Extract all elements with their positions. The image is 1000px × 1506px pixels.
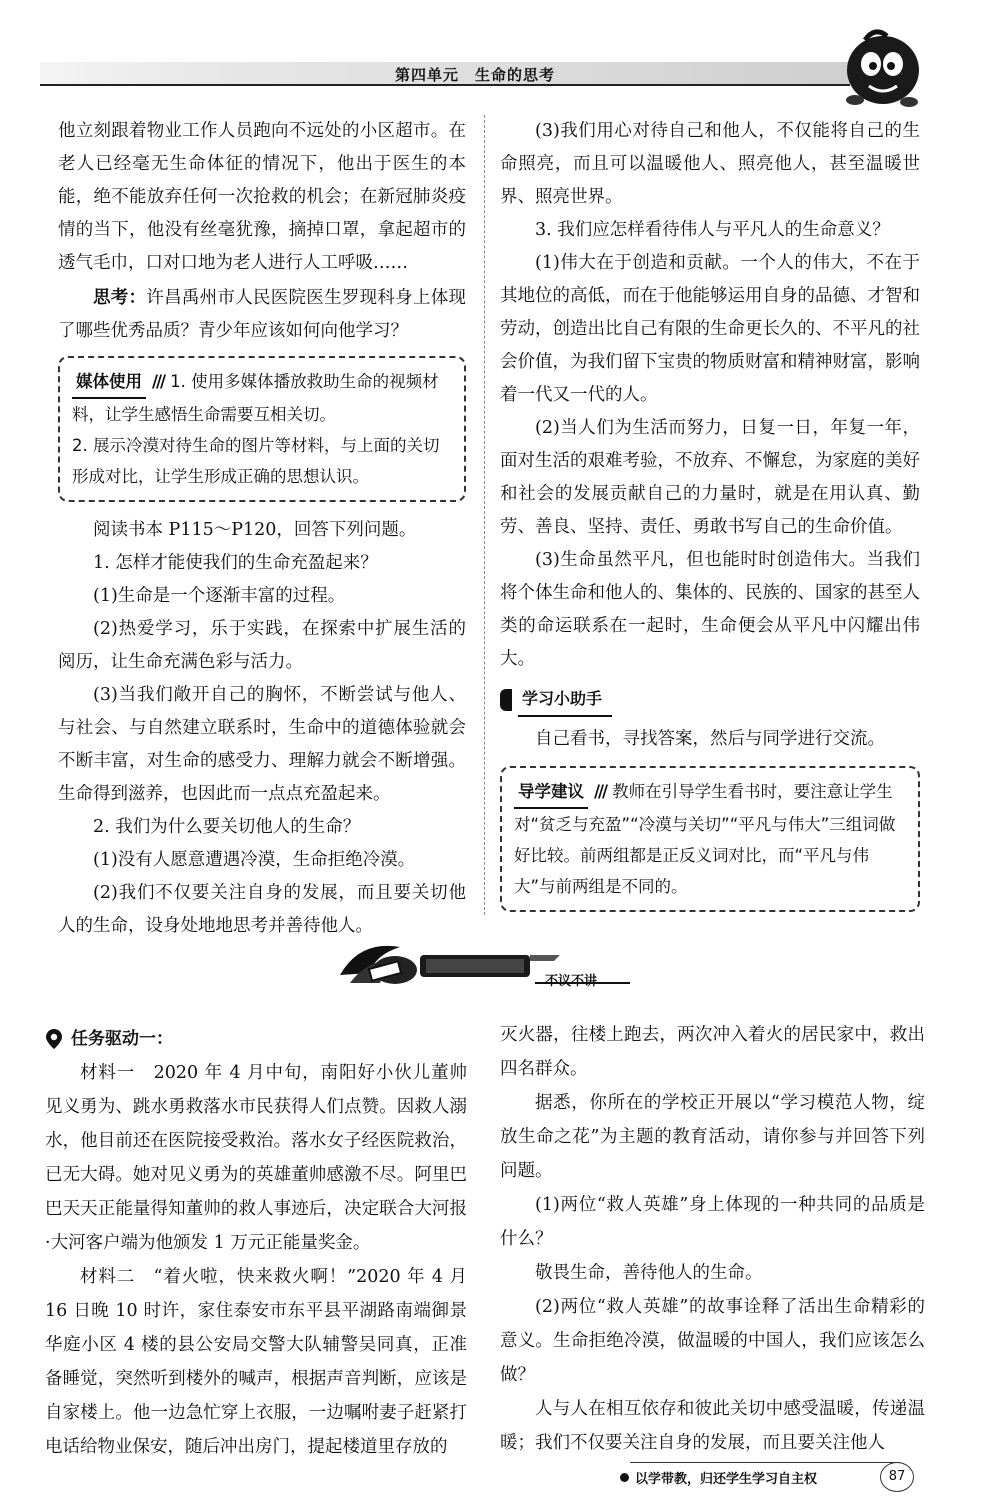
mascot-icon <box>835 20 930 115</box>
activity-intro: 据悉，你所在的学校正开展以“学习模范人物，绽放生命之花”为主题的教育活动，请你参与并回答下列问题。 <box>500 1093 925 1181</box>
think-text: 许昌禹州市人民医院医生罗现科身上体现了哪些优秀品质？青少年应该如何向他学习？ <box>58 288 467 341</box>
bottom-question-1: (1)两位“救人英雄”身上体现的一种共同的品质是什么？ <box>500 1195 925 1249</box>
material-2: 材料二 “着火啦，快来救火啊！”2020 年 4 月 16 日晚 10 时许，家住泰安市东平县平湖路南端御景华庭小区 4 楼的县公安局交警大队辅警吴同真，正准备睡觉，突然听到楼外的喊声，根据声音判断，应该是自家楼上。他一边急忙穿上衣服，一边嘱咐妻子赶紧打电话给物业保安，随后冲出房门，提起楼道里存放的 <box>45 1267 467 1457</box>
media-use-tag: 媒体使用 <box>72 366 146 399</box>
bottom-answer-2: 人与人在相互依存和彼此关切中感受温暖，传递温暖；我们不仅要关注自身的发展，而且要关注他人 <box>500 1399 925 1453</box>
story-paragraph: 他立刻跟着物业工作人员跑向不远处的小区超市。在老人已经毫无生命体征的情况下，他出于医生的本能，绝不能放弃任何一次抢救的机会；在新冠肺炎疫情的当下，他没有丝毫犹豫，摘掉口罩，拿起超市的透气毛巾，口对口地为老人进行人工呼吸…… <box>58 121 466 273</box>
footer-line <box>630 1462 900 1463</box>
page-number: 87 <box>880 1462 914 1492</box>
banner-subtitle: 不议不讲 <box>545 974 598 989</box>
footer-slogan <box>620 1468 817 1487</box>
study-helper-tag <box>500 682 612 717</box>
left-column-top <box>58 115 466 943</box>
left-column-bottom <box>45 1022 467 1464</box>
question-1: 1. 怎样才能使我们的生命充盈起来？ <box>93 553 378 573</box>
unit-title: 第四单元 生命的思考 <box>395 66 556 84</box>
section-banner-icon <box>330 935 660 990</box>
question-3: 3. 我们应怎样看待伟人与平凡人的生命意义？ <box>535 220 890 240</box>
bottom-question-2: (2)两位“救人英雄”的故事诠释了活出生命精彩的意义。生命拒绝冷漠，做温暖的中国人，我们应该怎么做？ <box>500 1297 925 1385</box>
task-heading <box>45 1022 467 1056</box>
guide-suggestion-tag: 导学建议 <box>514 776 588 809</box>
answer-3-1: (1)伟大在于创造和贡献。一个人的伟大，不在于其地位的高低，而在于他能够运用自身的品德、才智和劳动，创造出比自己有限的生命更长久的、不平凡的社会价值，为我们留下宝贵的物质财富和精神财富，影响着一代又一代的人。 <box>500 253 920 405</box>
footer-slogan-text: 以学带教，归还学生学习自主权 <box>635 1472 818 1487</box>
column-divider <box>484 115 485 915</box>
answer-1-2: (2)热爱学习，乐于实践，在探索中扩展生活的阅历，让生命充满色彩与活力。 <box>58 619 466 672</box>
location-pin-icon <box>45 1028 63 1050</box>
answer-1-1: (1)生命是一个逐渐丰富的过程。 <box>93 586 346 606</box>
media-item-2: 2. 展示冷漠对待生命的图片等材料，与上面的关切形成对比，让学生形成正确的思想认识。 <box>72 436 440 486</box>
answer-1-3: (3)当我们敞开自己的胸怀，不断尝试与他人、与社会、与自然建立联系时，生命中的道德体验就会不断丰富，对生命的感受力、理解力就会不断增强。生命得到滋养，也因此而一点点充盈起来。 <box>58 685 466 804</box>
media-item-1: 1. 使用多媒体播放救助生命的视频材料，让学生感悟生命需要互相关切。 <box>72 372 439 424</box>
answer-2-2: (2)我们不仅要关注自身的发展，而且要关切他人的生命，设身处地地思考并善待他人。 <box>58 883 466 936</box>
study-helper-text: 自己看书，寻找答案，然后与同学进行交流。 <box>535 728 885 749</box>
answer-3-3: (3)生命虽然平凡，但也能时时创造伟大。当我们将个体生命和他人的、集体的、民族的、国家的甚至人类的命运联系在一起时，生命便会从平凡中闪耀出伟大。 <box>500 550 920 669</box>
guide-suggestion-text: 教师在引导学生看书时，要注意让学生对“贫乏与充盈”“冷漠与关切”“平凡与伟大”三组词做好比较。前两组都是正反义词对比，而“平凡与伟大”与前两组是不同的。 <box>514 781 896 896</box>
media-use-box <box>58 356 466 502</box>
bottom-answer-1: 敬畏生命，善待他人的生命。 <box>535 1263 763 1283</box>
slash-decoration-icon: /// <box>152 372 165 391</box>
think-label: 思考： <box>93 288 147 308</box>
answer-2-3: (3)我们用心对待自己和他人，不仅能将自己的生命照亮，而且可以温暖他人、照亮他人，甚至温暖世界、照亮世界。 <box>500 121 920 207</box>
answer-2-1: (1)没有人愿意遭遇冷漠，生命拒绝冷漠。 <box>93 850 416 870</box>
right-column-bottom <box>500 1018 925 1460</box>
right-column-top <box>500 115 920 924</box>
think-paragraph <box>58 282 466 348</box>
question-2: 2. 我们为什么要关切他人的生命？ <box>93 817 361 837</box>
guide-suggestion-box <box>500 766 920 912</box>
material-1: 材料一 2020 年 4 月中旬，南阳好小伙儿董帅见义勇为、跳水勇救落水市民获得人们点赞。因救人溺水，他目前还在医院接受救治。落水女子经医院救治，已无大碍。她对见义勇为的英雄董帅感激不尽。阿里巴巴天天正能量得知董帅的救人事迹后，决定联合大河报·大河客户端为他颁发 1 万元正能量奖金。 <box>45 1063 467 1253</box>
slash-decoration-icon: /// <box>594 781 607 801</box>
bullet-icon <box>620 1473 629 1482</box>
study-helper-label: 学习小助手 <box>518 682 612 717</box>
reading-instruction: 阅读书本 P115～P120，回答下列问题。 <box>93 520 417 540</box>
answer-3-2: (2)当人们为生活而努力，日复一日，年复一年，面对生活的艰难考验，不放弃、不懈怠，为家庭的美好和社会的发展贡献自己的力量时，就是在用认真、勤劳、善良、坚持、责任、勇敢书写自己的生命价值。 <box>500 418 920 537</box>
bookmark-icon <box>500 689 512 711</box>
task-heading-text: 任务驱动一： <box>71 1029 173 1049</box>
material-2-continued: 灭火器，往楼上跑去，两次冲入着火的居民家中，救出四名群众。 <box>500 1025 925 1079</box>
